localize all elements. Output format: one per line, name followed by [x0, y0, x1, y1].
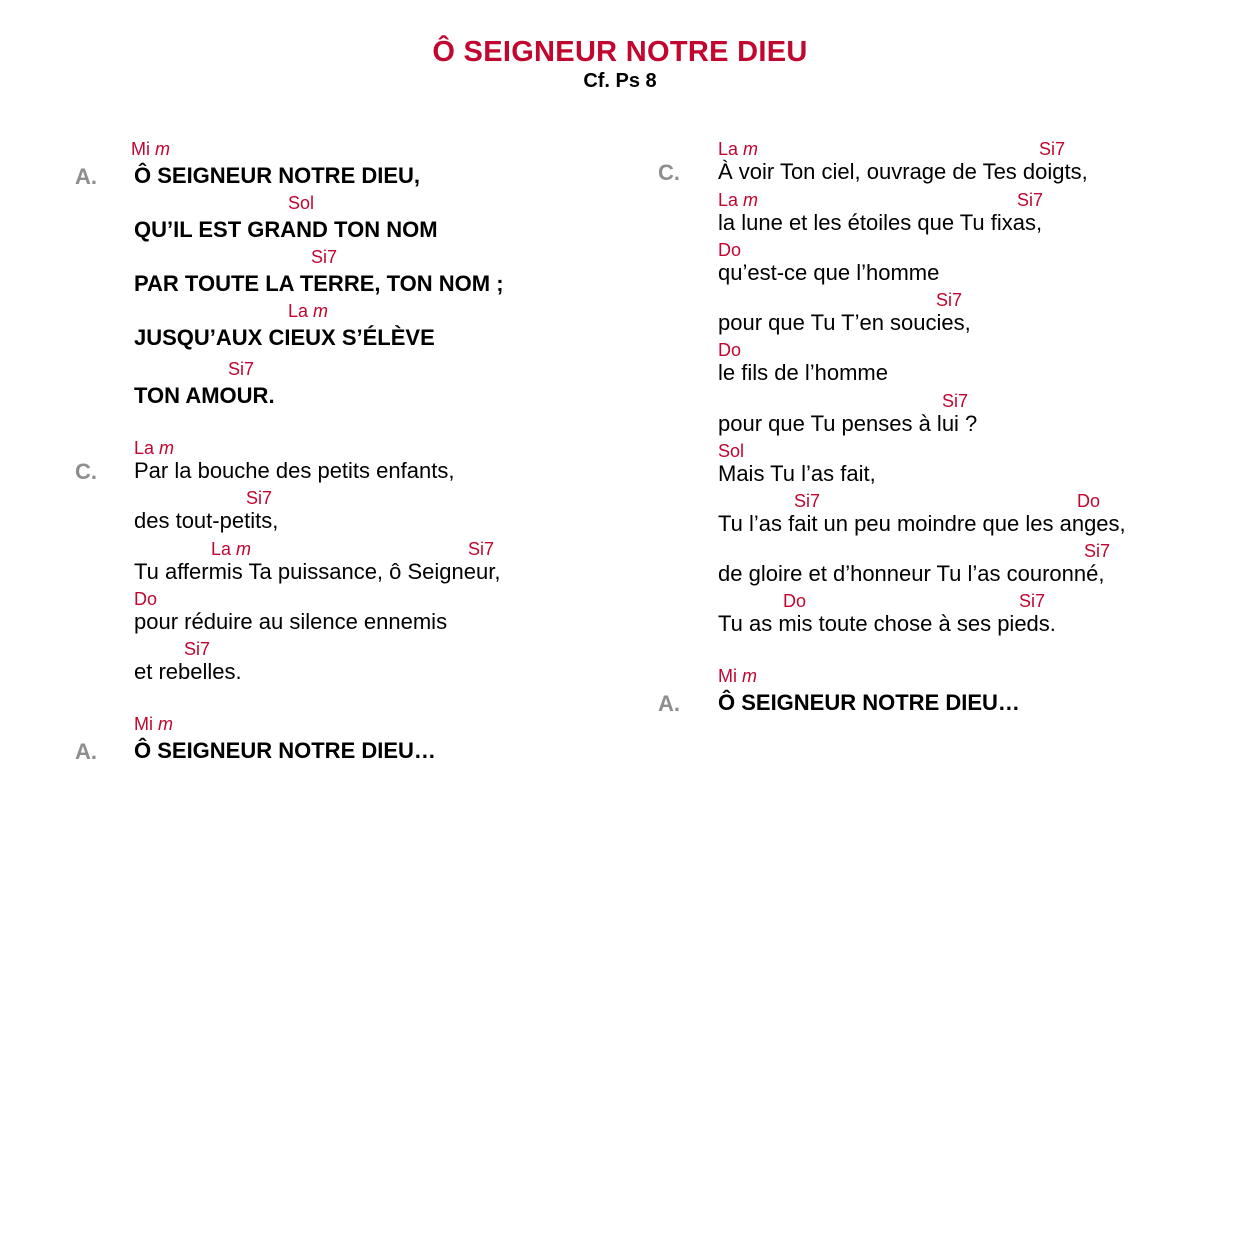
couplet-line: À voir Ton ciel, ouvrage de Tes doigts, — [718, 159, 1088, 184]
refrain-line: TON AMOUR. — [134, 383, 275, 408]
couplet-line: et rebelles. — [134, 659, 242, 684]
chord-do: Do — [1077, 491, 1101, 511]
chord-do: Do — [134, 589, 158, 609]
chord-mi-minor: Mi m — [134, 714, 174, 734]
chord-la-minor: La m — [718, 139, 759, 159]
refrain-label: A. — [658, 691, 680, 716]
couplet-line: Tu l’as fait un peu moindre que les anges, — [718, 511, 1126, 536]
chord-do: Do — [783, 591, 807, 611]
refrain-repeat-line: Ô SEIGNEUR NOTRE DIEU… — [134, 738, 436, 763]
chord-mi-minor: Mi m — [718, 666, 758, 686]
couplet-line: des tout-petits, — [134, 508, 279, 533]
chord-la-minor: La m — [718, 190, 759, 210]
chord-si7: Si7 — [936, 290, 963, 310]
chord-si7: Si7 — [468, 539, 495, 559]
couplet-line: pour que Tu T’en soucies, — [718, 310, 971, 335]
chord-si7: Si7 — [228, 359, 255, 379]
chord-la-minor: La m — [211, 539, 252, 559]
couplet-line: le fils de l’homme — [718, 360, 888, 385]
refrain-line: QU’IL EST GRAND TON NOM — [134, 217, 438, 242]
chord-do: Do — [718, 240, 742, 260]
refrain-line: PAR TOUTE LA TERRE, TON NOM ; — [134, 271, 504, 296]
couplet-line: Mais Tu l’as fait, — [718, 461, 876, 486]
refrain-line: Ô SEIGNEUR NOTRE DIEU, — [134, 163, 421, 188]
chord-si7: Si7 — [246, 488, 273, 508]
couplet-line: Tu as mis toute chose à ses pieds. — [718, 611, 1056, 636]
refrain-repeat-line: Ô SEIGNEUR NOTRE DIEU… — [718, 690, 1020, 715]
chord-do: Do — [718, 340, 742, 360]
chord-si7: Si7 — [942, 391, 969, 411]
chord-si7: Si7 — [1017, 190, 1044, 210]
couplet-line: pour que Tu penses à lui ? — [718, 411, 978, 436]
chord-si7: Si7 — [1084, 541, 1111, 561]
couplet-line: qu’est-ce que l’homme — [718, 260, 940, 285]
chord-sol: Sol — [288, 193, 315, 213]
couplet-label: C. — [75, 459, 97, 484]
refrain-label: A. — [75, 164, 97, 189]
song-subtitle: Cf. Ps 8 — [583, 70, 657, 92]
chord-mi-minor: Mi m — [131, 139, 171, 159]
chord-sol: Sol — [718, 441, 745, 461]
couplet-line: la lune et les étoiles que Tu fixas, — [718, 210, 1043, 235]
song-title: Ô SEIGNEUR NOTRE DIEU — [432, 36, 808, 68]
chord-si7: Si7 — [1019, 591, 1046, 611]
refrain-line: JUSQU’AUX CIEUX S’ÉLÈVE — [134, 325, 435, 350]
refrain-label: A. — [75, 739, 97, 764]
chord-si7: Si7 — [794, 491, 821, 511]
chord-la-minor: La m — [134, 438, 175, 458]
couplet-line: Par la bouche des petits enfants, — [134, 458, 455, 483]
couplet-line: de gloire et d’honneur Tu l’as couronné, — [718, 561, 1105, 586]
chord-si7: Si7 — [1039, 139, 1066, 159]
chord-la-minor: La m — [288, 301, 329, 321]
chord-si7: Si7 — [311, 247, 338, 267]
couplet-label: C. — [658, 160, 680, 185]
couplet-line: pour réduire au silence ennemis — [134, 609, 448, 634]
chord-si7: Si7 — [184, 639, 211, 659]
couplet-line: Tu affermis Ta puissance, ô Seigneur, — [134, 559, 501, 584]
